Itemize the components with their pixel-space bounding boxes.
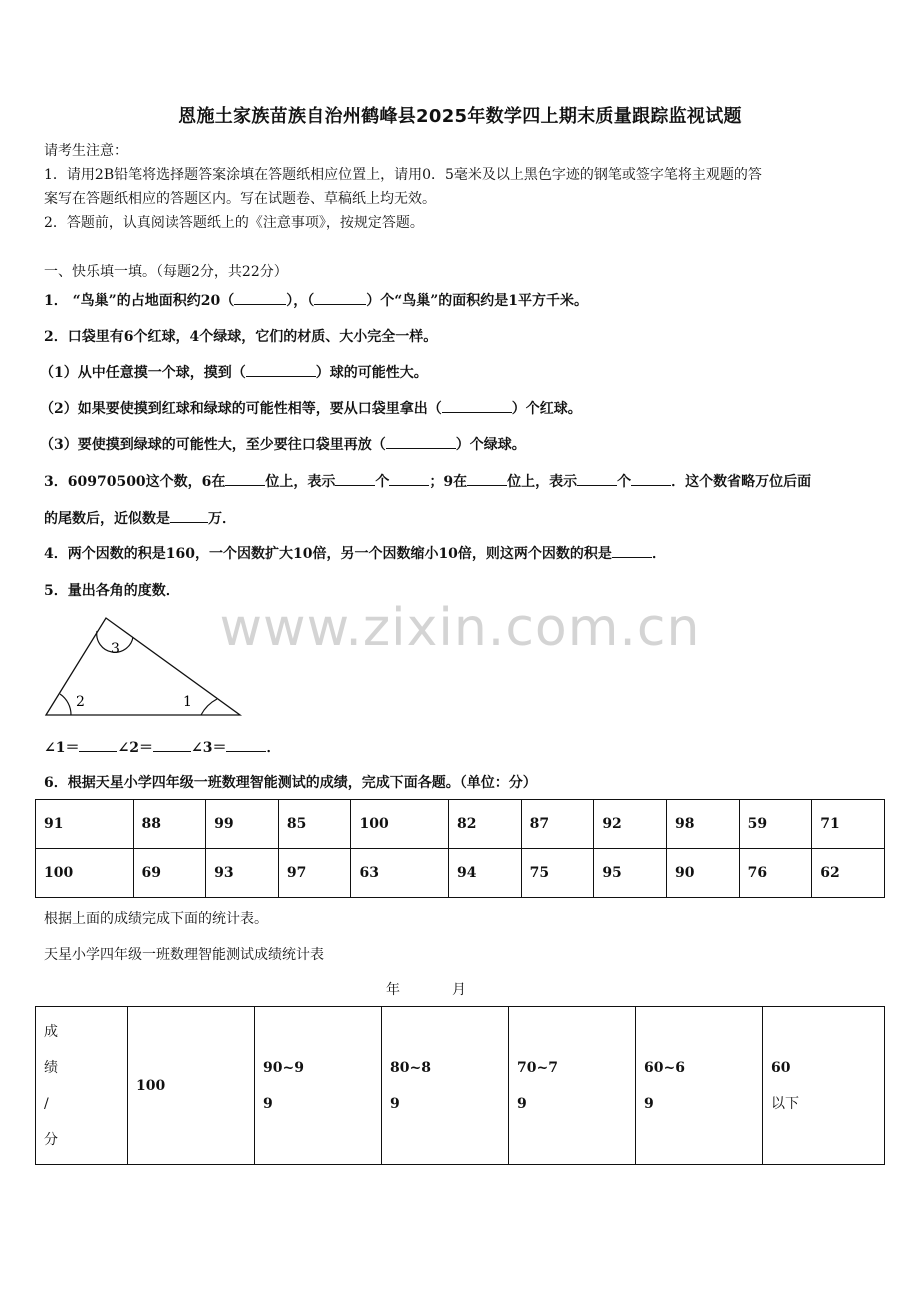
score-cell: 91 bbox=[36, 800, 134, 849]
range-label: 90~9 bbox=[263, 1059, 304, 1076]
month-label: 月 bbox=[452, 982, 466, 998]
score-cell: 76 bbox=[739, 849, 812, 898]
angle-1-label: 1 bbox=[183, 694, 192, 710]
q2-p1b: ）球的可能性大。 bbox=[315, 365, 428, 381]
scores-row-1 bbox=[36, 800, 885, 849]
year-label: 年 bbox=[386, 982, 400, 998]
score-cell: 100 bbox=[351, 800, 449, 849]
score-cell: 98 bbox=[666, 800, 739, 849]
scores-row-2 bbox=[36, 849, 885, 898]
score-cell: 69 bbox=[133, 849, 206, 898]
q3-blank-5[interactable] bbox=[577, 471, 617, 486]
stats-col-90-99 bbox=[255, 1007, 382, 1165]
header-char: 绩 bbox=[44, 1059, 58, 1076]
range-label: 9 bbox=[517, 1095, 527, 1112]
range-label: 60~6 bbox=[644, 1059, 685, 1076]
score-cell: 71 bbox=[812, 800, 885, 849]
question-5-answers bbox=[44, 737, 280, 757]
q3-blank-3[interactable] bbox=[389, 471, 429, 486]
stats-col-60-69 bbox=[636, 1007, 763, 1165]
q2-p1a: （1）从中任意摸一个球，摸到（ bbox=[40, 365, 246, 381]
q5-end: ． bbox=[266, 740, 281, 756]
stats-table bbox=[35, 1006, 885, 1165]
q1-part-a: 1． “鸟巢”的占地面积约20（ bbox=[44, 293, 235, 309]
q2-p2a: （2）如果要使摸到红球和绿球的可能性相等，要从口袋里拿出（ bbox=[40, 401, 442, 417]
q2-p3b: ）个绿球。 bbox=[455, 437, 526, 453]
q3-b: 位上，表示 bbox=[265, 474, 336, 490]
stats-instruction: 根据上面的成绩完成下面的统计表。 bbox=[44, 911, 268, 927]
q5-ans3: ∠3＝ bbox=[190, 740, 227, 756]
q2-p3a: （3）要使摸到绿球的可能性大，至少要往口袋里再放（ bbox=[40, 437, 386, 453]
question-2-part-1 bbox=[40, 362, 428, 382]
score-cell: 97 bbox=[278, 849, 351, 898]
triangle-figure bbox=[40, 610, 250, 722]
q1-blank-2[interactable] bbox=[314, 290, 366, 305]
range-label: 9 bbox=[390, 1095, 400, 1112]
angle-2-blank[interactable] bbox=[153, 737, 191, 752]
score-cell: 92 bbox=[594, 800, 667, 849]
question-3-line-2 bbox=[44, 508, 236, 528]
q2-p2b: ）个红球。 bbox=[511, 401, 582, 417]
range-label: 80~8 bbox=[390, 1059, 431, 1076]
range-label: 100 bbox=[136, 1077, 166, 1094]
score-cell: 75 bbox=[521, 849, 594, 898]
score-cell: 100 bbox=[36, 849, 134, 898]
q3-blank-1[interactable] bbox=[225, 471, 265, 486]
score-cell: 93 bbox=[206, 849, 279, 898]
q4-text: 4．两个因数的积是160，一个因数扩大10倍，另一个因数缩小10倍，则这两个因数的积是 bbox=[44, 546, 612, 562]
score-cell: 62 bbox=[812, 849, 885, 898]
question-2-stem bbox=[44, 326, 437, 346]
angle-2-label: 2 bbox=[76, 694, 85, 710]
q2-blank-3[interactable] bbox=[386, 434, 456, 449]
score-cell: 87 bbox=[521, 800, 594, 849]
q3-d: ；9在 bbox=[429, 474, 468, 490]
score-cell: 99 bbox=[206, 800, 279, 849]
q1-part-c: ）个“鸟巢”的面积约是1平方千米。 bbox=[366, 293, 589, 309]
notice-item-1-line-2: 案写在答题纸相应的答题区内。写在试题卷、草稿纸上均无效。 bbox=[44, 191, 436, 207]
question-1 bbox=[44, 290, 588, 310]
q2-stem-text: 2．口袋里有6个红球，4个绿球，它们的材质、大小完全一样。 bbox=[44, 329, 438, 345]
score-cell: 85 bbox=[278, 800, 351, 849]
range-label: 9 bbox=[644, 1095, 654, 1112]
section-1-heading: 一、快乐填一填。（每题2分，共22分） bbox=[44, 264, 288, 280]
q1-part-b: ），（ bbox=[286, 293, 315, 309]
question-3-line-1 bbox=[44, 471, 811, 491]
notice-heading: 请考生注意： bbox=[44, 143, 128, 159]
header-char: / bbox=[44, 1095, 49, 1112]
q3-a: 3．60970500这个数，6在 bbox=[44, 474, 226, 490]
stats-row bbox=[36, 1007, 885, 1165]
stats-table-title: 天星小学四年级一班数理智能测试成绩统计表 bbox=[44, 947, 324, 963]
q6-stem-text: 6．根据天星小学四年级一班数理智能测试的成绩，完成下面各题。（单位：分） bbox=[44, 775, 537, 791]
q4-blank[interactable] bbox=[612, 543, 652, 558]
score-cell: 59 bbox=[739, 800, 812, 849]
stats-col-70-79 bbox=[509, 1007, 636, 1165]
stats-header-cell bbox=[36, 1007, 128, 1165]
header-char: 成 bbox=[44, 1023, 58, 1040]
q3-line2b: 万． bbox=[208, 511, 236, 527]
q4-end: ． bbox=[651, 546, 666, 562]
question-2-part-3 bbox=[40, 434, 526, 454]
score-cell: 90 bbox=[666, 849, 739, 898]
q3-blank-7[interactable] bbox=[170, 508, 208, 523]
scores-table bbox=[35, 799, 885, 898]
stats-col-below-60 bbox=[763, 1007, 885, 1165]
q1-blank-1[interactable] bbox=[234, 290, 286, 305]
angle-2-arc bbox=[60, 694, 71, 715]
q2-blank-2[interactable] bbox=[442, 398, 512, 413]
q5-ans1: ∠1＝ bbox=[44, 740, 80, 756]
score-cell: 94 bbox=[449, 849, 522, 898]
q3-blank-4[interactable] bbox=[467, 471, 507, 486]
range-label: 9 bbox=[263, 1095, 273, 1112]
q3-blank-2[interactable] bbox=[335, 471, 375, 486]
q3-f: 个 bbox=[617, 474, 632, 490]
stats-col-100 bbox=[128, 1007, 255, 1165]
q3-e: 位上，表示 bbox=[507, 474, 578, 490]
question-4 bbox=[44, 543, 666, 563]
q3-g: ．这个数省略万位后面 bbox=[671, 474, 812, 490]
question-2-part-2 bbox=[40, 398, 582, 418]
score-cell: 95 bbox=[594, 849, 667, 898]
angle-1-arc bbox=[201, 699, 217, 715]
notice-item-2: 2．答题前，认真阅读答题纸上的《注意事项》，按规定答题。 bbox=[44, 215, 424, 231]
score-cell: 88 bbox=[133, 800, 206, 849]
q3-line2a: 的尾数后，近似数是 bbox=[44, 511, 170, 527]
question-5-stem bbox=[44, 580, 180, 600]
stats-col-80-89 bbox=[382, 1007, 509, 1165]
page-title: 恩施土家族苗族自治州鹤峰县2025年数学四上期末质量跟踪监视试题 bbox=[178, 106, 742, 127]
q2-blank-1[interactable] bbox=[246, 362, 316, 377]
watermark: www.zixin.com.cn bbox=[219, 598, 701, 658]
q3-c: 个 bbox=[375, 474, 390, 490]
range-label: 60 bbox=[771, 1059, 791, 1076]
q5-stem-text: 5．量出各角的度数． bbox=[44, 583, 180, 599]
header-char: 分 bbox=[44, 1131, 58, 1148]
q3-blank-6[interactable] bbox=[631, 471, 671, 486]
question-6-stem bbox=[44, 772, 537, 792]
range-label: 以下 bbox=[771, 1095, 799, 1112]
score-cell: 82 bbox=[449, 800, 522, 849]
q5-ans2: ∠2＝ bbox=[117, 740, 153, 756]
angle-1-blank[interactable] bbox=[79, 737, 117, 752]
score-cell: 63 bbox=[351, 849, 449, 898]
notice-item-1-line-1: 1．请用2B铅笔将选择题答案涂填在答题纸相应位置上，请用0．5毫米及以上黑色字迹的钢笔或签字笔将主观题的答 bbox=[44, 167, 762, 183]
range-label: 70~7 bbox=[517, 1059, 558, 1076]
angle-3-blank[interactable] bbox=[226, 737, 266, 752]
angle-3-label: 3 bbox=[111, 641, 120, 657]
